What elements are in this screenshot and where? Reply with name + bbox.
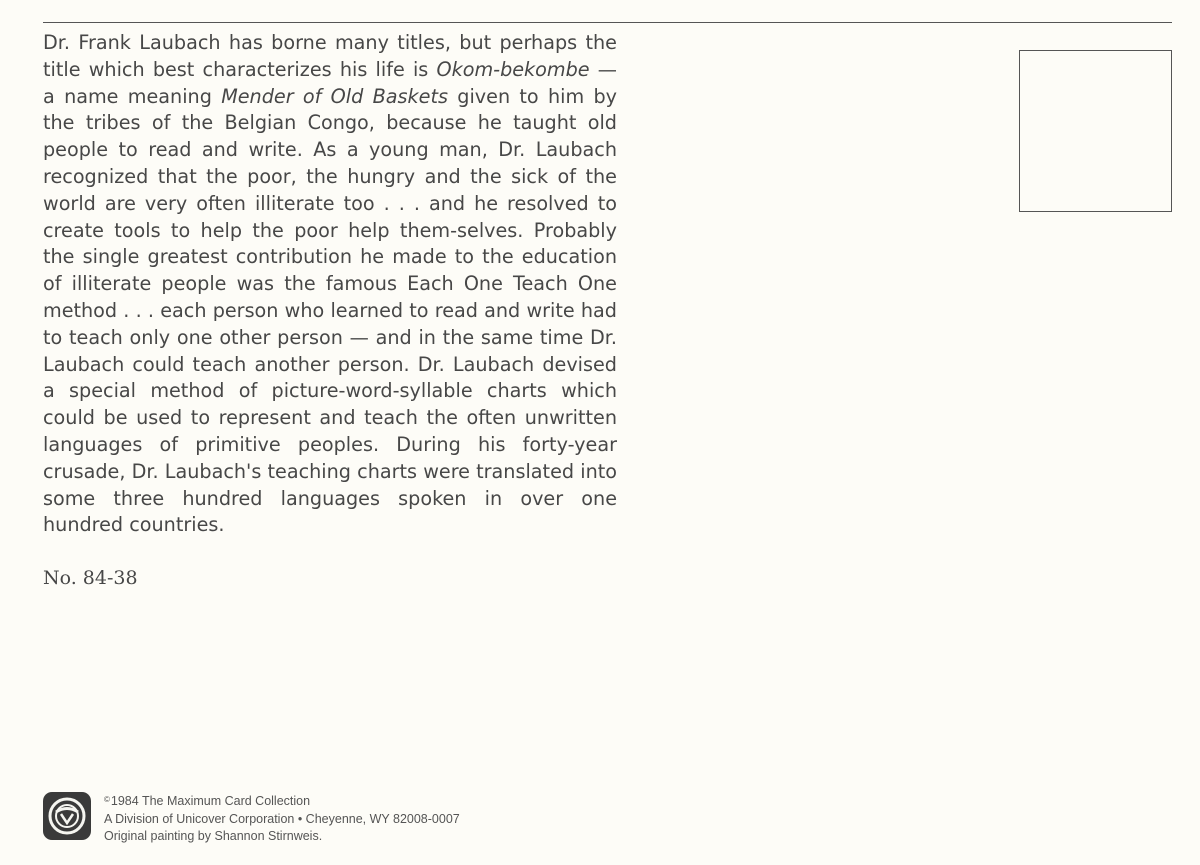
unicover-logo xyxy=(43,792,91,840)
card-description xyxy=(43,30,617,539)
logo-icon xyxy=(43,792,91,840)
publisher-footer xyxy=(104,791,460,846)
card-number: No. 84-38 xyxy=(43,567,138,589)
footer-copyright-text: 1984 The Maximum Card Collection xyxy=(110,794,311,808)
description-text-3: given to him by the tribes of the Belgian Congo, because he taught old people to read and write. As a young man, Dr. Laubach recognized that the poor, the hungry and the sick of the world are very often illiterate too . . . and he resolved to create tools to help the poor help them-selves. Probably the single greatest contribution he made to the education of illiterate people was the famous Each One Teach One method . . . each person who learned to read and write had to teach only one other person — and in the same time Dr. Laubach could teach another person. Dr. Laubach devised a special method of picture-word-syllable charts which could be used to represent and teach the often unwritten languages of primitive peoples. During his forty-year crusade, Dr. Laubach's teaching charts were translated into some three hundred languages spoken in over one hundred countries. xyxy=(43,84,618,537)
stamp-box xyxy=(1019,50,1172,212)
top-divider xyxy=(43,22,1172,23)
description-text-2: — a name meaning xyxy=(43,57,617,108)
description-italic-name: Okom-bekombe xyxy=(436,57,590,81)
description-italic-meaning: Mender of Old Baskets xyxy=(221,84,448,108)
footer-address-line: A Division of Unicover Corporation • Cheyenne, WY 82008-0007 xyxy=(104,811,460,826)
description-text-1: Dr. Frank Laubach has borne many titles, but perhaps the title which best characterizes his life is xyxy=(43,31,617,81)
copyright-symbol: © xyxy=(104,795,110,804)
footer-copyright-line xyxy=(104,791,460,811)
footer-credit-line: Original painting by Shannon Stirnweis. xyxy=(104,829,323,843)
